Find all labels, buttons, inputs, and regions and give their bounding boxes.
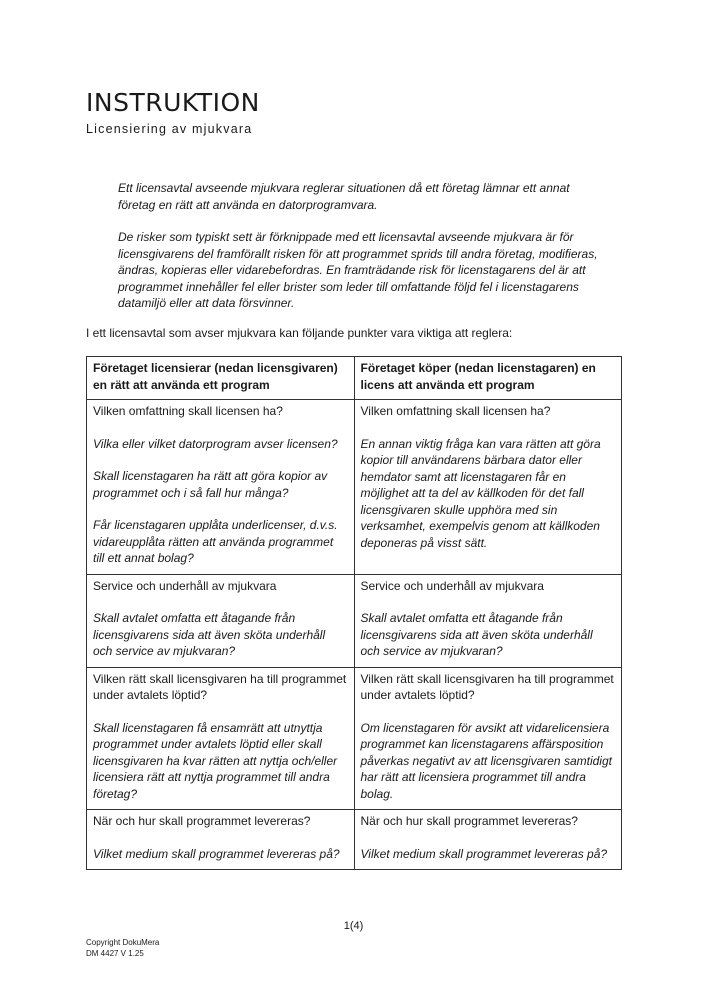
checklist-table xyxy=(86,356,622,870)
licensor-cell xyxy=(87,400,355,575)
licensee-cell xyxy=(354,400,622,575)
cell-heading: Vilken rätt skall licensgivaren ha till programmet under avtalets löptid? xyxy=(360,671,614,702)
cell-question: Vilka eller vilket datorprogram avser licensen? xyxy=(93,436,338,451)
cell-question: Vilket medium skall programmet levereras på? xyxy=(360,846,608,861)
cell-question: Skall licenstagaren ha rätt att göra kopior av programmet och i så fall hur många? xyxy=(93,469,328,500)
cell-heading: När och hur skall programmet levereras? xyxy=(93,814,311,828)
licensee-cell xyxy=(354,810,622,870)
cell-heading: Service och underhåll av mjukvara xyxy=(360,578,544,593)
intro-paragraph: Ett licensavtal avseende mjukvara reglerar situationen då ett företag lämnar ett annat företag en rätt att använda en datorprogramvara. xyxy=(118,181,570,212)
cell-heading: Service och underhåll av mjukvara xyxy=(93,578,277,593)
cell-heading: Vilken rätt skall licensgivaren ha till programmet under avtalets löptid? xyxy=(93,671,347,702)
cell-question: Skall avtalet omfatta ett åtagande från licensgivarens sida att även sköta underhåll och service av mjukvaran? xyxy=(360,611,593,658)
table-row xyxy=(87,667,622,810)
footer-copyright: Copyright DokuMera xyxy=(86,938,160,947)
document-subtitle: Licensiering av mjukvara xyxy=(86,122,253,136)
table-row xyxy=(87,400,622,575)
cell-question: Skall licenstagaren få ensamrätt att utnyttja programmet under avtalets löptid eller skall licensgivaren ha kvar rätten att nyttja och/eller licensiera rätt att nyttja programmet till andra företag? xyxy=(93,720,338,801)
table-header-licensor: Företaget licensierar (nedan licensgivaren) en rätt att använda ett program xyxy=(87,357,355,400)
cell-question: Får licenstagaren upplåta underlicenser, d.v.s. vidareupplåta rätten att använda programmet till ett annat bolag? xyxy=(93,518,338,565)
page-number: 1(4) xyxy=(343,920,364,932)
intro-paragraph: De risker som typiskt sett är förknippade med ett licensavtal avseende mjukvara är för licensgivarens del framförallt risken för att programmet sprids till andra företag, modifieras, ändras, kopieras eller vidarebefordras. En framträdande risk för licenstagarens del är att programmet innehåller fel eller brister som leder till omfattande följd fel i licenstagarens datamiljö eller att data försvinner. xyxy=(118,230,598,310)
licensor-cell xyxy=(87,574,355,667)
footer-doc-id: DM 4427 V 1.25 xyxy=(86,949,144,958)
licensee-cell xyxy=(354,574,622,667)
cell-heading: Vilken omfattning skall licensen ha? xyxy=(93,404,283,418)
table-row xyxy=(87,574,622,667)
table-body xyxy=(87,400,622,870)
intro-section xyxy=(118,180,598,328)
licensee-cell xyxy=(354,667,622,810)
cell-heading: Vilken omfattning skall licensen ha? xyxy=(360,404,551,418)
table-header-row xyxy=(87,357,622,400)
lead-text: I ett licensavtal som avser mjukvara kan följande punkter vara viktiga att reglera: xyxy=(86,326,513,340)
licensor-cell xyxy=(87,667,355,810)
cell-question: Vilket medium skall programmet levereras på? xyxy=(93,846,340,861)
table-row xyxy=(87,810,622,870)
document-title: INSTRUKTION xyxy=(86,88,260,117)
cell-question: Om licenstagaren för avsikt att vidarelicensiera programmet kan licenstagarens affärsposition påverkas negativt av att licensgivaren samtidigt har rätt att licensiera programmet till andra bolag. xyxy=(360,720,612,801)
cell-question: En annan viktig fråga kan vara rätten att göra kopior till användarens bärbara dator eller hemdator samt att licenstagaren får en möjlighet att ta del av källkoden för det fall licensgivaren skulle upphöra med sin verksamhet, exempelvis genom att källkoden deponeras på visst sätt. xyxy=(360,436,601,550)
footer xyxy=(86,937,159,959)
licensor-cell xyxy=(87,810,355,870)
cell-heading: När och hur skall programmet levereras? xyxy=(360,814,578,828)
cell-question: Skall avtalet omfatta ett åtagande från licensgivarens sida att även sköta underhåll och service av mjukvaran? xyxy=(93,611,326,658)
table-header-licensee: Företaget köper (nedan licenstagaren) en licens att använda ett program xyxy=(354,357,622,400)
